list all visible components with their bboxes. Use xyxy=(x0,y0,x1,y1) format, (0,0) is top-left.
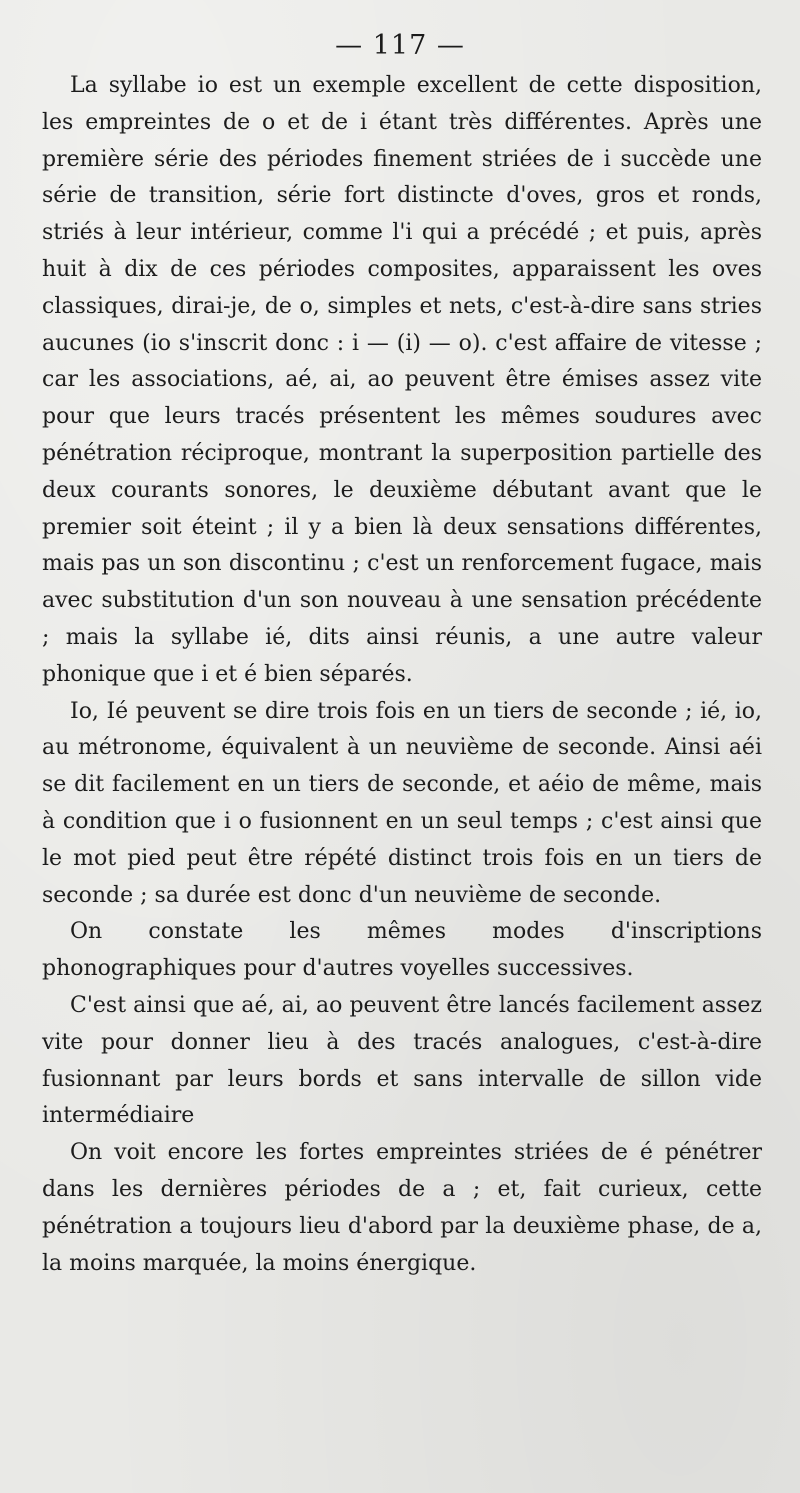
paragraph-3: On constate les mêmes modes d'inscriptions phonographiques pour d'autres voyelles successives. xyxy=(42,919,762,982)
paragraph-1: La syllabe io est un exemple excellent de cette disposition, les empreintes de o et de i étant très différentes. Après une première série des périodes finement striées de i succède une série de transition, série fort distincte d'oves, gros et ronds, striés à leur intérieur, comme l'i qui a précédé ; et puis, après huit à dix de ces périodes composites, apparaissent les oves classiques, dirai-je, de o, simples et nets, c'est-à-dire sans stries aucunes (io s'inscrit donc : i — (i) — o). c'est affaire de vitesse ; car les associations, aé, ai, ao peuvent être émises assez vite pour que leurs tracés présentent les mêmes soudures avec pénétration réciproque, montrant la superposition partielle des deux courants sonores, le deuxième débutant avant que le premier soit éteint ; il y a bien là deux sensations différentes, mais pas un son discontinu ; c'est un renforcement fugace, mais avec substitution d'un son nouveau à une sensation précédente ; mais la syllabe ié, dits ainsi réunis, a une autre valeur phonique que i et é bien séparés. xyxy=(42,73,762,687)
paragraph-4: C'est ainsi que aé, ai, ao peuvent être lancés facilement assez vite pour donner lieu à des tracés analogues, c'est-à-dire fusionnant par leurs bords et sans intervalle de sillon vide intermédiaire xyxy=(42,992,762,1129)
body-text xyxy=(42,68,762,1282)
paragraph-2: Io, Ié peuvent se dire trois fois en un tiers de seconde ; ié, io, au métronome, équivalent à un neuvième de seconde. Ainsi aéi se dit facilement en un tiers de seconde, et aéio de même, mais à condition que i o fusionnent en un seul temps ; c'est ainsi que le mot pied peut être répété distinct trois fois en un tiers de seconde ; sa durée est donc d'un neuvième de seconde. xyxy=(42,698,762,908)
page-number: — 117 — xyxy=(335,30,465,61)
paragraph-5: On voit encore les fortes empreintes striées de é pénétrer dans les dernières périodes de a ; et, fait curieux, cette pénétration a toujours lieu d'abord par la deuxième phase, de a, la moins marquée, la moins énergique. xyxy=(42,1140,762,1276)
